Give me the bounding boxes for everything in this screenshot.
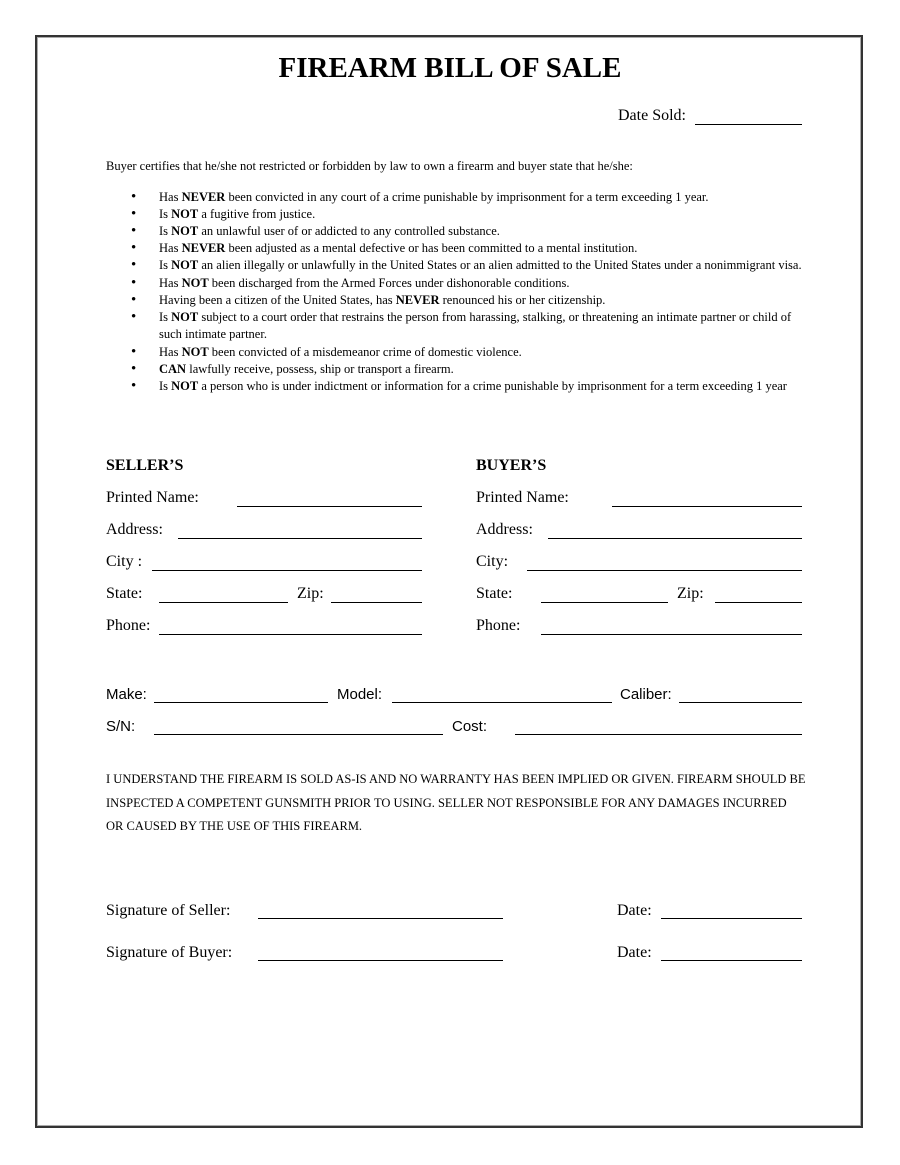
requirement-text: an unlawful user of or addicted to any controlled substance. xyxy=(198,224,500,238)
buyer-printed-name-label: Printed Name: xyxy=(476,489,569,506)
requirement-item xyxy=(106,206,806,223)
requirement-emphasis: NEVER xyxy=(395,292,440,307)
seller-zip-field[interactable] xyxy=(331,602,422,603)
requirement-text: a fugitive from justice. xyxy=(198,207,316,221)
seller-heading: SELLER’S xyxy=(106,457,184,474)
seller-signature-field[interactable] xyxy=(258,918,503,919)
requirement-emphasis: NOT xyxy=(171,258,199,272)
requirement-text: Is xyxy=(159,258,172,272)
requirement-text: been adjusted as a mental defective or has been committed to a mental institution. xyxy=(225,241,638,255)
date-sold-field[interactable] xyxy=(695,124,802,125)
buyer-phone-label: Phone: xyxy=(476,617,521,634)
requirement-emphasis: NOT xyxy=(171,309,199,324)
requirement-text: subject to a court order that restrains the person from harassing, stalking, or threatening an intimate partner or child of such intimate partner. xyxy=(159,309,792,341)
requirement-text: a person who is under indictment or information for a crime punishable by imprisonment for a term exceeding 1 year xyxy=(198,378,787,393)
seller-date-field[interactable] xyxy=(661,918,802,919)
cost-field[interactable] xyxy=(515,734,802,735)
document-title: FIREARM BILL OF SALE xyxy=(278,52,622,84)
requirement-item xyxy=(106,275,806,292)
seller-phone-field[interactable] xyxy=(159,634,422,635)
requirement-text: Is xyxy=(159,207,172,221)
buyer-date-field[interactable] xyxy=(661,960,802,961)
requirement-text: Is xyxy=(159,378,172,393)
buyer-signature-field[interactable] xyxy=(258,960,503,961)
date-sold-label: Date Sold: xyxy=(618,107,686,124)
buyer-address-field[interactable] xyxy=(548,538,802,539)
requirement-text: been convicted in any court of a crime punishable by imprisonment for a term exceeding 1 year. xyxy=(225,190,709,204)
serial-number-label: S/N: xyxy=(106,718,136,735)
seller-city-label: City : xyxy=(106,553,143,570)
make-field[interactable] xyxy=(154,702,328,703)
buyer-date-label: Date: xyxy=(617,944,652,961)
requirement-text: been convicted of a misdemeanor crime of domestic violence. xyxy=(208,344,522,359)
buyer-printed-name-field[interactable] xyxy=(612,506,802,507)
requirement-emphasis: NOT xyxy=(171,378,199,393)
requirement-item xyxy=(106,344,806,361)
requirement-item xyxy=(106,361,806,378)
requirement-text: Is xyxy=(159,224,172,238)
requirement-emphasis: NOT xyxy=(181,275,209,290)
seller-state-field[interactable] xyxy=(159,602,288,603)
requirement-emphasis: NOT xyxy=(171,224,199,238)
requirement-item xyxy=(106,309,806,344)
requirement-text: Has xyxy=(159,241,182,255)
buyer-city-label: City: xyxy=(476,553,509,570)
make-label: Make: xyxy=(106,686,147,703)
requirement-text: been discharged from the Armed Forces under dishonorable conditions. xyxy=(208,275,570,290)
seller-date-label: Date: xyxy=(617,902,652,919)
requirement-item xyxy=(106,292,806,309)
buyer-zip-label: Zip: xyxy=(677,585,704,602)
seller-city-field[interactable] xyxy=(152,570,422,571)
seller-signature-label: Signature of Seller: xyxy=(106,902,231,919)
buyer-certification-intro: Buyer certifies that he/she not restricted or forbidden by law to own a firearm and buyer state that he/she: xyxy=(106,159,633,173)
requirement-item xyxy=(106,378,806,396)
requirement-emphasis: NOT xyxy=(171,207,199,221)
seller-printed-name-label: Printed Name: xyxy=(106,489,199,506)
buyer-state-label: State: xyxy=(476,585,513,602)
seller-printed-name-field[interactable] xyxy=(237,506,422,507)
requirement-text: an alien illegally or unlawfully in the United States or an alien admitted to the United States under a nonimmigrant visa. xyxy=(198,258,802,272)
requirement-text: Having been a citizen of the United States, has xyxy=(159,292,396,307)
seller-address-label: Address: xyxy=(106,521,163,538)
requirement-text: lawfully receive, possess, ship or transport a firearm. xyxy=(186,361,454,376)
as-is-disclaimer: I UNDERSTAND THE FIREARM IS SOLD AS-IS AND NO WARRANTY HAS BEEN IMPLIED OR GIVEN. FIREARM SHOULD BE INSPECTED A COMPETENT GUNSMITH PRIOR TO USING. SELLER NOT RESPONSIBLE FOR ANY DAMAGES INCURRED OR CAUSED BY THE USE OF THIS FIREARM. xyxy=(106,772,806,833)
cost-label: Cost: xyxy=(452,718,488,735)
model-field[interactable] xyxy=(392,702,612,703)
seller-address-field[interactable] xyxy=(178,538,422,539)
buyer-state-field[interactable] xyxy=(541,602,668,603)
requirements-list xyxy=(106,189,806,395)
requirement-text: Has xyxy=(159,344,182,359)
buyer-heading: BUYER’S xyxy=(476,457,547,474)
seller-phone-label: Phone: xyxy=(106,617,151,634)
requirement-text: Has xyxy=(159,275,182,290)
seller-zip-label: Zip: xyxy=(297,585,324,602)
buyer-address-label: Address: xyxy=(476,521,533,538)
requirement-emphasis: NEVER xyxy=(181,241,226,255)
requirement-emphasis: CAN xyxy=(159,361,187,376)
model-label: Model: xyxy=(337,686,383,703)
buyer-city-field[interactable] xyxy=(527,570,802,571)
seller-state-label: State: xyxy=(106,585,143,602)
requirement-item xyxy=(106,257,806,275)
requirement-emphasis: NEVER xyxy=(181,190,226,204)
buyer-zip-field[interactable] xyxy=(715,602,802,603)
requirement-text: renounced his or her citizenship. xyxy=(439,292,606,307)
requirement-text: Has xyxy=(159,190,182,204)
requirement-item xyxy=(106,189,806,206)
serial-number-field[interactable] xyxy=(154,734,443,735)
buyer-phone-field[interactable] xyxy=(541,634,802,635)
caliber-field[interactable] xyxy=(679,702,802,703)
requirement-item xyxy=(106,240,806,257)
requirement-text: Is xyxy=(159,309,172,324)
requirement-item xyxy=(106,223,806,240)
caliber-label: Caliber: xyxy=(620,686,672,703)
buyer-signature-label: Signature of Buyer: xyxy=(106,944,233,961)
requirement-emphasis: NOT xyxy=(181,344,209,359)
